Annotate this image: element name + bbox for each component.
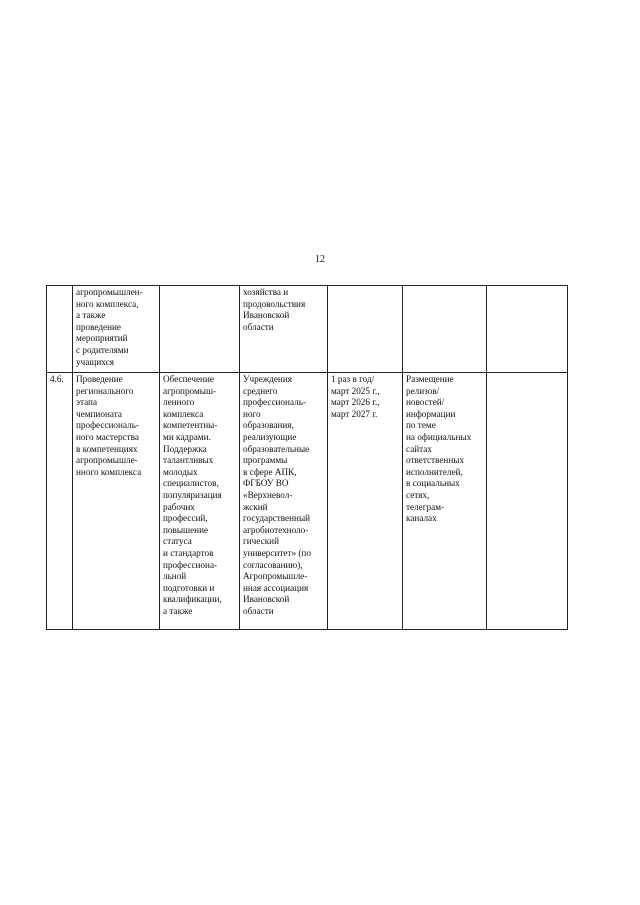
cell-form: Размещение релизов/ новостей/ информации по теме на официальных сайтах ответственных исполнителей, в социальных сетях, телеграм- каналах xyxy=(403,373,487,630)
cell-deadline xyxy=(328,286,403,373)
table-row xyxy=(47,373,568,630)
cell-executors: Учреждения среднего профессиональ- ного образования, реализующие образовательные программы в сфере АПК, ФГБОУ ВО «Верхневол- жский государственный агробиотехноло- гический университет» (по согласованию), Агропромышле- нная ассоциация Ивановской области xyxy=(240,373,328,630)
cell-form xyxy=(403,286,487,373)
table-row xyxy=(47,286,568,373)
cell-executors: хозяйства и продовольствия Ивановской области xyxy=(240,286,328,373)
cell-goal xyxy=(160,286,240,373)
page-number: 12 xyxy=(315,254,325,265)
cell-number xyxy=(47,286,73,373)
cell-event: агропромышлен- ного комплекса, а также проведение мероприятий с родителями учащихся xyxy=(73,286,160,373)
cell-number: 4.6. xyxy=(47,373,73,630)
cell-event: Проведение регионального этапа чемпионата профессиональ- ного мастерства в компетенциях агропромышле- нного комплекса xyxy=(73,373,160,630)
cell-note xyxy=(487,286,568,373)
plan-table xyxy=(46,285,568,630)
cell-note xyxy=(487,373,568,630)
cell-deadline: 1 раз в год/ март 2025 г., март 2026 г., март 2027 г. xyxy=(328,373,403,630)
cell-goal: Обеспечение агропромыш- ленного комплекса компетентны- ми кадрами. Поддержка талантливых молодых специалистов, популяризация рабочих профессий, повышение статуса и стандартов профессиона- льной подготовки и квалификации, а также xyxy=(160,373,240,630)
